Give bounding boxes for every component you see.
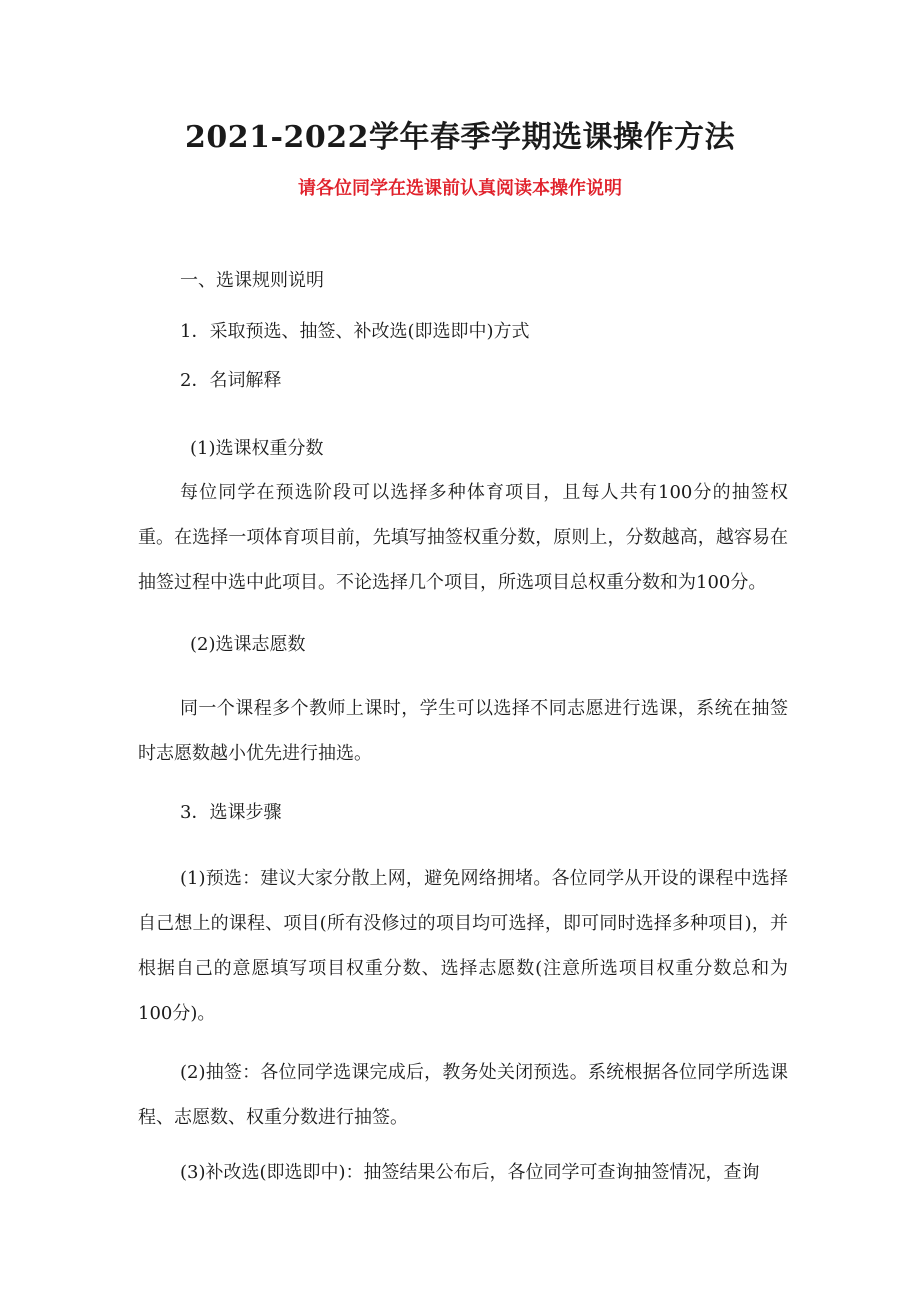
paragraph-step-reselect [138,1150,788,1195]
subheading-weight-score: (1)选课权重分数 [190,438,324,459]
paragraph-weight-score [138,470,788,605]
rule-item-3: 3．选课步骤 [180,802,282,823]
paragraph-preference-number-text: 同一个课程多个教师上课时，学生可以选择不同志愿进行选课，系统在抽签时志愿数越小优先进行抽选。 [138,698,788,764]
rule-item-2: 2．名词解释 [180,370,282,391]
paragraph-preference-number [138,686,788,776]
document-title: 2021-2022学年春季学期选课操作方法 [185,120,735,155]
paragraph-step-preselect-text: (1)预选：建议大家分散上网，避免网络拥堵。各位同学从开设的课程中选择自己想上的课程、项目(所有没修过的项目均可选择，即可同时选择多种项目)，并根据自己的意愿填写项目权重分数、选择志愿数(注意所选项目权重分数总和为100分)。 [138,868,788,1024]
section-heading-rules: 一、选课规则说明 [180,270,324,291]
paragraph-step-lottery-text: (2)抽签：各位同学选课完成后，教务处关闭预选。系统根据各位同学所选课程、志愿数、权重分数进行抽签。 [138,1062,788,1128]
document-subtitle: 请各位同学在选课前认真阅读本操作说明 [298,178,622,199]
rule-item-1: 1．采取预选、抽签、补改选(即选即中)方式 [180,321,530,342]
paragraph-step-lottery [138,1050,788,1140]
paragraph-step-reselect-text: (3)补改选(即选即中)：抽签结果公布后，各位同学可查询抽签情况，查询 [180,1162,760,1183]
paragraph-step-preselect [138,856,788,1036]
subheading-preference-number: (2)选课志愿数 [190,634,306,655]
paragraph-weight-score-text: 每位同学在预选阶段可以选择多种体育项目，且每人共有100分的抽签权重。在选择一项体育项目前，先填写抽签权重分数，原则上，分数越高，越容易在抽签过程中选中此项目。不论选择几个项目，所选项目总权重分数和为100分。 [138,482,788,593]
